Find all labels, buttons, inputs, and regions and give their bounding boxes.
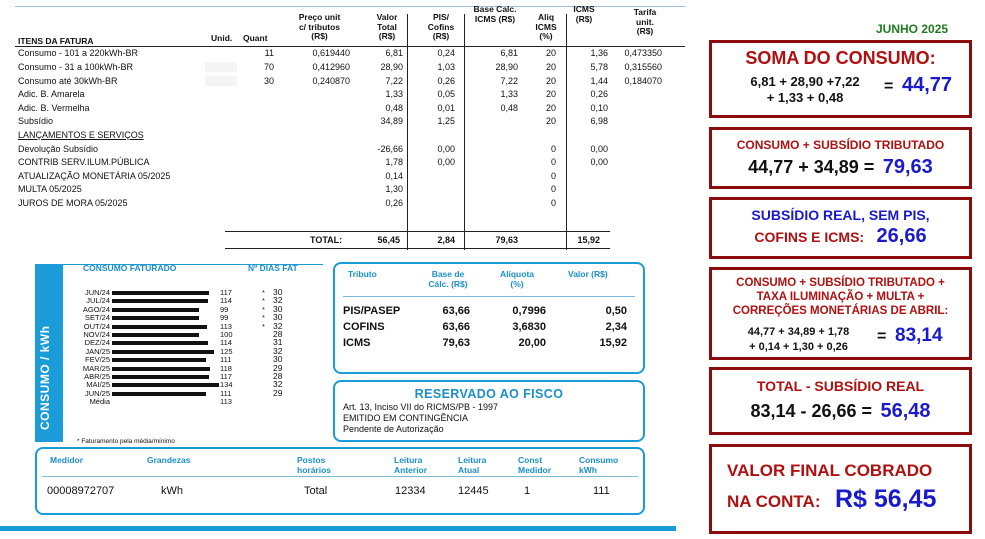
row-base: 6,81 [500,48,518,58]
annot2-result: 79,63 [882,156,933,178]
dias-title: Nº DIAS FAT [248,263,298,273]
tributo-aliq: 20,00 [518,337,546,349]
trib-h-tributo: Tributo [348,269,377,279]
annot-total-tributado [709,267,972,360]
med-h-medidor: Medidor [50,455,84,465]
consumo-bar [112,383,219,387]
kwh-value: 99 [220,313,229,323]
row-pis: 1,03 [437,62,455,72]
row-desc: MULTA 05/2025 [18,184,82,194]
tributo-aliq: 0,7996 [512,305,546,317]
month-label: JUN/24 [84,288,110,297]
month-label: MAI/25 [86,380,110,390]
header-rule [15,46,685,47]
consumo-bar [112,375,209,379]
kwh-value: 111 [220,388,232,398]
row-aliq: 0 [550,157,556,167]
annot-soma-consumo [709,40,972,118]
row-preco: 0,619440 [312,48,350,58]
kwh-value: 134 [220,380,233,390]
consumo-bar [112,367,210,371]
row-pis: 0,01 [437,103,455,113]
row-valor: 0,48 [385,103,403,113]
row-aliq: 20 [545,48,556,58]
row-valor: 1,33 [385,89,403,99]
annot1-line2: + 1,33 + 0,48 [766,90,844,105]
annot1-expr [730,74,880,106]
row-valor: 1,78 [385,157,403,167]
annot-subsidio-real [709,197,972,259]
annot6-line1: VALOR FINAL COBRADO [727,461,933,480]
row-valor: -26,66 [377,144,403,154]
total-rule-bottom [225,248,610,249]
annot6-line [712,485,969,514]
average-star: * [262,313,265,323]
annot4-result: 83,14 [895,325,943,346]
row-quant: 30 [263,76,274,86]
fisco-line-1: Art. 13, Inciso VII do RICMS/PB - 1997 [343,402,499,412]
annot-total-menos-subsidio [709,367,972,435]
row-desc: Consumo até 30kWh-BR [18,76,118,86]
row-icms: 6,98 [590,116,608,126]
fisco-line-3: Pendente de Autorização [343,424,444,434]
kwh-value: 113 [220,397,232,407]
month-label: NOV/24 [83,330,110,339]
row-desc: JUROS DE MORA 05/2025 [18,198,128,208]
tributo-nome: ICMS [343,337,371,349]
bottom-stripe [0,526,676,531]
row-aliq: 20 [545,89,556,99]
row-aliq: 20 [545,62,556,72]
tributo-valor: 15,92 [599,337,627,349]
row-aliq: 0 [550,171,556,181]
row-aliq: 20 [545,103,556,113]
med-medidor: 00008972707 [47,485,115,497]
total-label: TOTAL: [310,235,343,245]
tributo-valor: 0,50 [605,305,627,317]
col-sep [566,14,567,250]
row-aliq: 0 [550,184,556,194]
row-aliq: 20 [545,76,556,86]
average-star: * [262,304,265,314]
row-aliq: 0 [550,198,556,208]
med-h-atual: Leitura Atual [458,455,487,475]
annot4-eq: = [877,328,887,345]
kwh-value: 114 [220,338,232,348]
trib-h-aliq: Alíquota (%) [500,269,534,289]
row-tarifa: 0,184070 [624,76,662,86]
row-desc: CONTRIB SERV.ILUM.PÚBLICA [18,157,150,167]
dias-value: 31 [273,337,283,348]
annot1-result: 44,77 [902,74,953,96]
annot5-result: 56,48 [880,400,931,422]
med-h-consumo: Consumo kWh [579,455,619,475]
consumo-bar [112,299,208,303]
total-base: 79,63 [495,235,518,245]
med-atual: 12445 [458,485,489,497]
kwh-value: 125 [220,346,233,356]
dias-value: 32 [273,345,283,356]
row-quant: 11 [264,48,274,58]
fisco-line-2: EMITIDO EM CONTINGÊNCIA [343,413,469,423]
medidor-box [35,447,645,515]
med-h-const: Const Medidor [518,455,552,475]
tributo-nome: PIS/PASEP [343,305,401,317]
consumo-bar [112,341,208,345]
row-icms: 1,36 [590,48,608,58]
month-label: FEV/25 [84,355,110,365]
row-valor: 34,89 [380,116,403,126]
row-desc: Consumo - 31 a 100kWh-BR [18,62,134,72]
header-quant: Quant [243,33,268,43]
med-consumo: 111 [593,485,610,497]
row-icms: 0,00 [590,157,608,167]
consumo-bar [112,333,199,337]
total-icms: 15,92 [577,235,600,245]
row-pis: 0,26 [437,76,455,86]
row-valor: 6,81 [385,48,403,58]
average-star: * [262,288,265,297]
trib-h-base: Base de Cálc. (R$) [428,269,468,289]
row-icms: 0,26 [590,89,608,99]
row-aliq: 20 [545,116,556,126]
med-h-grandezas: Grandezas [147,455,191,465]
trib-rule [343,296,635,297]
annot4-desc [712,276,969,318]
annot2-title: CONSUMO + SUBSÍDIO TRIBUTADO [736,138,945,152]
row-valor: 7,22 [385,76,403,86]
annot-valor-final [709,444,972,534]
annot4-line2: TAXA ILUMINAÇÃO + MULTA + [756,291,925,303]
tributo-base: 63,66 [442,321,470,333]
fisco-title: RESERVADO AO FISCO [414,387,564,401]
row-preco: 0,412960 [312,62,350,72]
kwh-value: 111 [220,355,232,365]
row-desc: Devolução Subsídio [18,144,99,154]
annot6-line2: NA CONTA: [727,492,821,511]
annot1-line1: 6,81 + 28,90 +7,22 [750,74,860,89]
average-star: * [262,296,265,306]
row-icms: 5,78 [590,62,608,72]
annot4-line3: CORREÇÕES MONETÁRIAS DE ABRIL: [732,305,949,317]
consumo-bar [112,350,214,354]
row-valor: 0,26 [385,198,403,208]
annot4-line1: CONSUMO + SUBSÍDIO TRIBUTADO + [736,277,945,289]
row-icms: 0,10 [590,103,608,113]
consumo-bar [112,316,199,320]
row-desc: Adic. B. Vermelha [18,103,90,113]
row-icms: 0,00 [590,144,608,154]
masked-field [205,76,237,86]
row-base: 1,33 [500,89,518,99]
total-valor: 56,45 [377,235,400,245]
row-desc: Adic. B. Amarela [18,89,85,99]
month-label: Média [89,397,110,407]
row-pis: 0,00 [437,157,455,167]
header-preco: Preço unit c/ tributos (R$) [298,12,341,41]
month-label: AGO/24 [82,304,110,314]
tributo-aliq: 3,6830 [512,321,546,333]
row-valor: 0,14 [385,171,403,181]
kwh-value: 113 [220,321,232,331]
kwh-value: 100 [220,330,233,339]
row-valor: 1,30 [385,184,403,194]
consumo-bar [112,358,206,362]
month-label: OUT/24 [83,321,110,331]
row-tarifa: 0,473350 [624,48,662,58]
dias-value: 30 [273,287,283,297]
annot-consumo-subsidio [709,127,972,189]
annot4-expr2: + 0,14 + 1,30 + 0,26 [749,341,848,353]
tributo-base: 63,66 [442,305,470,317]
consumo-title: CONSUMO FATURADO [83,263,177,273]
dias-value: 30 [273,354,283,365]
month-label: DEZ/24 [84,338,110,348]
annot1-title: SOMA DO CONSUMO: [745,48,936,68]
annot4-expr [726,325,871,355]
row-desc: Consumo - 101 a 220kWh-BR [18,48,139,58]
consumo-bar [112,291,209,295]
consumo-vertical-label: CONSUMO / kWh [38,325,52,430]
med-postos: Total [304,485,328,497]
tributo-valor: 2,34 [605,321,627,333]
annot5-title: TOTAL - SUBSÍDIO REAL [756,378,925,394]
dias-value: 32 [273,295,283,306]
kwh-value: 117 [220,288,232,297]
header-valor: Valor Total (R$) [376,12,398,41]
med-const: 1 [524,485,531,497]
average-star: * [262,321,265,331]
dias-value: 30 [273,312,283,323]
masked-field [205,62,237,72]
row-tarifa: 0,315560 [624,62,662,72]
row-valor: 28,90 [380,62,403,72]
dias-value: 28 [273,329,283,339]
row-icms: 1,44 [590,76,608,86]
consumo-bar [112,325,207,329]
header-pis: PIS/ Cofins (R$) [427,12,455,41]
annot1-eq: = [884,78,894,95]
header-itens: ITENS DA FATURA [18,36,94,46]
consumo-bar [112,392,206,396]
annot3-line1: SUBSÍDIO REAL, SEM PIS, [751,207,930,223]
header-tarifa: Tarifa unit. (R$) [633,7,657,36]
total-pis: 2,84 [437,235,455,245]
annot5-line [712,400,969,423]
row-desc: ATUALIZAÇÃO MONETÁRIA 05/2025 [18,171,171,181]
annot3-line2: COFINS E ICMS: [754,229,865,245]
dias-value: 29 [273,387,283,398]
dias-value: 29 [273,362,283,373]
row-pis: 1,25 [437,116,455,126]
med-h-postos: Postos horários [297,455,332,475]
month-label: JAN/25 [85,346,110,356]
dias-value: 32 [273,320,283,331]
month-label: ABR/25 [84,372,110,381]
row-base: 7,22 [500,76,518,86]
header-unid: Unid. [211,33,233,43]
month-label: JUL/24 [86,296,110,306]
med-grandezas: kWh [161,485,183,497]
month-label: SET/24 [84,313,110,323]
med-h-anterior: Leitura Anterior [394,455,428,475]
tributo-base: 79,63 [442,337,470,349]
row-preco: 0,240870 [312,76,350,86]
kwh-value: 118 [220,363,232,373]
row-base: 28,90 [495,62,518,72]
med-anterior: 12334 [395,485,426,497]
month-label: JUN/25 [84,388,110,398]
row-pis: 0,05 [437,89,455,99]
row-pis: 0,24 [437,48,455,58]
consumo-footnote: * Faturamento pela média/mínimo [77,438,175,445]
total-rule [225,231,610,232]
col-sep [407,14,408,250]
annot2-line [712,156,969,179]
consumo-bar [112,308,199,312]
annot3-result: 26,66 [876,225,927,247]
header-icms: ICMS (R$) [573,4,595,24]
row-base: 0,48 [500,103,518,113]
col-sep [464,14,465,250]
row-quant: 70 [263,62,274,72]
header-aliq: Aliq ICMS (%) [535,12,557,41]
annot3-line [712,225,969,248]
annot5-expr: 83,14 - 26,66 = [750,401,873,421]
annot6-result: R$ 56,45 [834,485,937,513]
trib-h-valor: Valor (R$) [568,269,608,279]
dias-value: 32 [273,379,283,390]
row-desc: LANÇAMENTOS E SERVIÇOS [18,130,144,140]
kwh-value: 117 [220,372,232,381]
kwh-value: 114 [220,296,232,306]
month-label: MAR/25 [82,363,110,373]
med-rule [42,476,638,477]
row-aliq: 0 [550,144,556,154]
row-desc: Subsídio [18,116,54,126]
dias-value: 30 [273,303,283,314]
annot2-expr: 44,77 + 34,89 = [748,157,875,177]
tributo-nome: COFINS [343,321,385,333]
row-pis: 0,00 [437,144,455,154]
header-base: Base Calc. ICMS (R$) [473,4,517,24]
annot4-expr1: 44,77 + 34,89 + 1,78 [747,326,850,338]
dias-value: 28 [273,371,283,381]
kwh-value: 99 [220,304,229,314]
month-label: JUNHO 2025 [876,22,949,36]
